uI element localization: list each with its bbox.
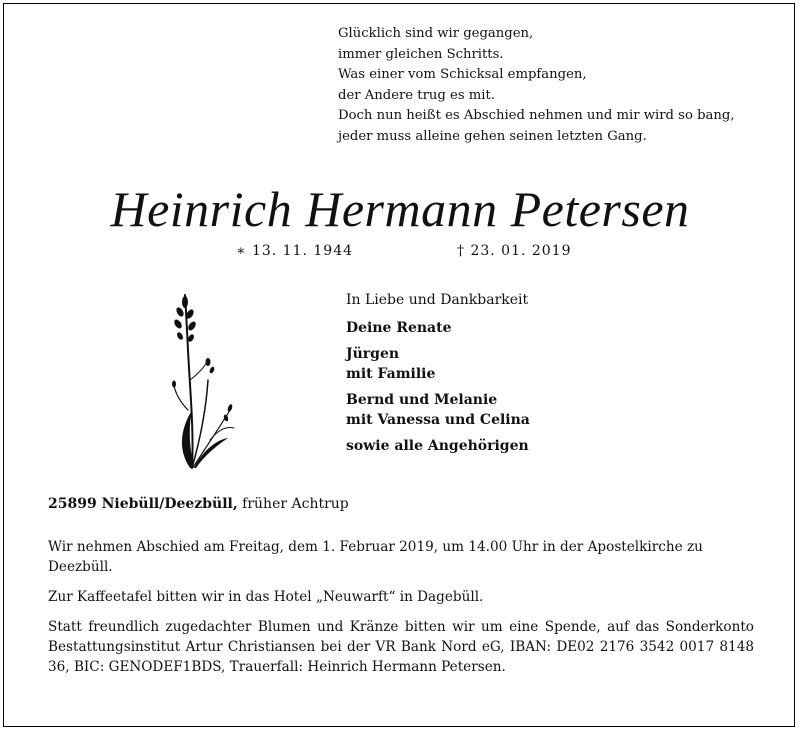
mourner-group [346,436,766,456]
mourner-line: Bernd und Melanie [346,392,498,408]
mourners-intro: In Liebe und Dankbarkeit [346,292,529,308]
poem-line: jeder muss alleine gehen seinen letzten Gang. [338,128,647,144]
birth-date: ∗ 13. 11. 1944 [236,243,354,259]
mourner-line: mit Vanessa und Celina [346,412,530,428]
mourner-line: Jürgen [346,346,400,362]
poem-line: immer gleichen Schritts. [338,46,504,62]
mourner-group [346,390,766,430]
grass-plant-icon [170,290,240,470]
donation-notice: Statt freundlich zugedachter Blumen und Kränze bitten wir um eine Spende, auf das Sonderkonto Bestattungsinstitut Artur Christiansen bei der VR Bank Nord eG, IBAN: DE02 2176 3542 0017 8148 36, BIC: GENODEF1BDS, Trauerfall: Heinrich Hermann Petersen. [48,619,754,675]
mourner-group [346,344,766,384]
poem-line: Was einer vom Schicksal empfangen, [338,67,587,82]
mourner-line: mit Familie [346,366,436,382]
death-date: † 23. 01. 2019 [457,243,572,259]
poem-line: der Andere trug es mit. [338,87,496,103]
mourners-block [346,290,766,462]
poem [338,24,768,147]
poem-line: Doch nun heißt es Abschied nehmen und mir wird so bang, [338,108,735,123]
coffee-notice: Zur Kaffeetafel bitten wir in das Hotel „Neuwarft“ in Dagebüll. [48,589,484,605]
poem-line: Glücklich sind wir gegangen, [338,26,534,41]
funeral-notice: Wir nehmen Abschied am Freitag, dem 1. Februar 2019, um 14.00 Uhr in der Apostelkirche zu Deezbüll. [48,539,703,575]
residence-line [48,496,349,512]
mourner-line: Deine Renate [346,320,452,336]
mourner-line: sowie alle Angehörigen [346,438,529,454]
residence-place: 25899 Niebüll/Deezbüll, [48,496,238,512]
residence-previous: früher Achtrup [237,496,349,512]
mourner-group [346,318,766,338]
deceased-name: Heinrich Hermann Petersen [110,181,690,237]
